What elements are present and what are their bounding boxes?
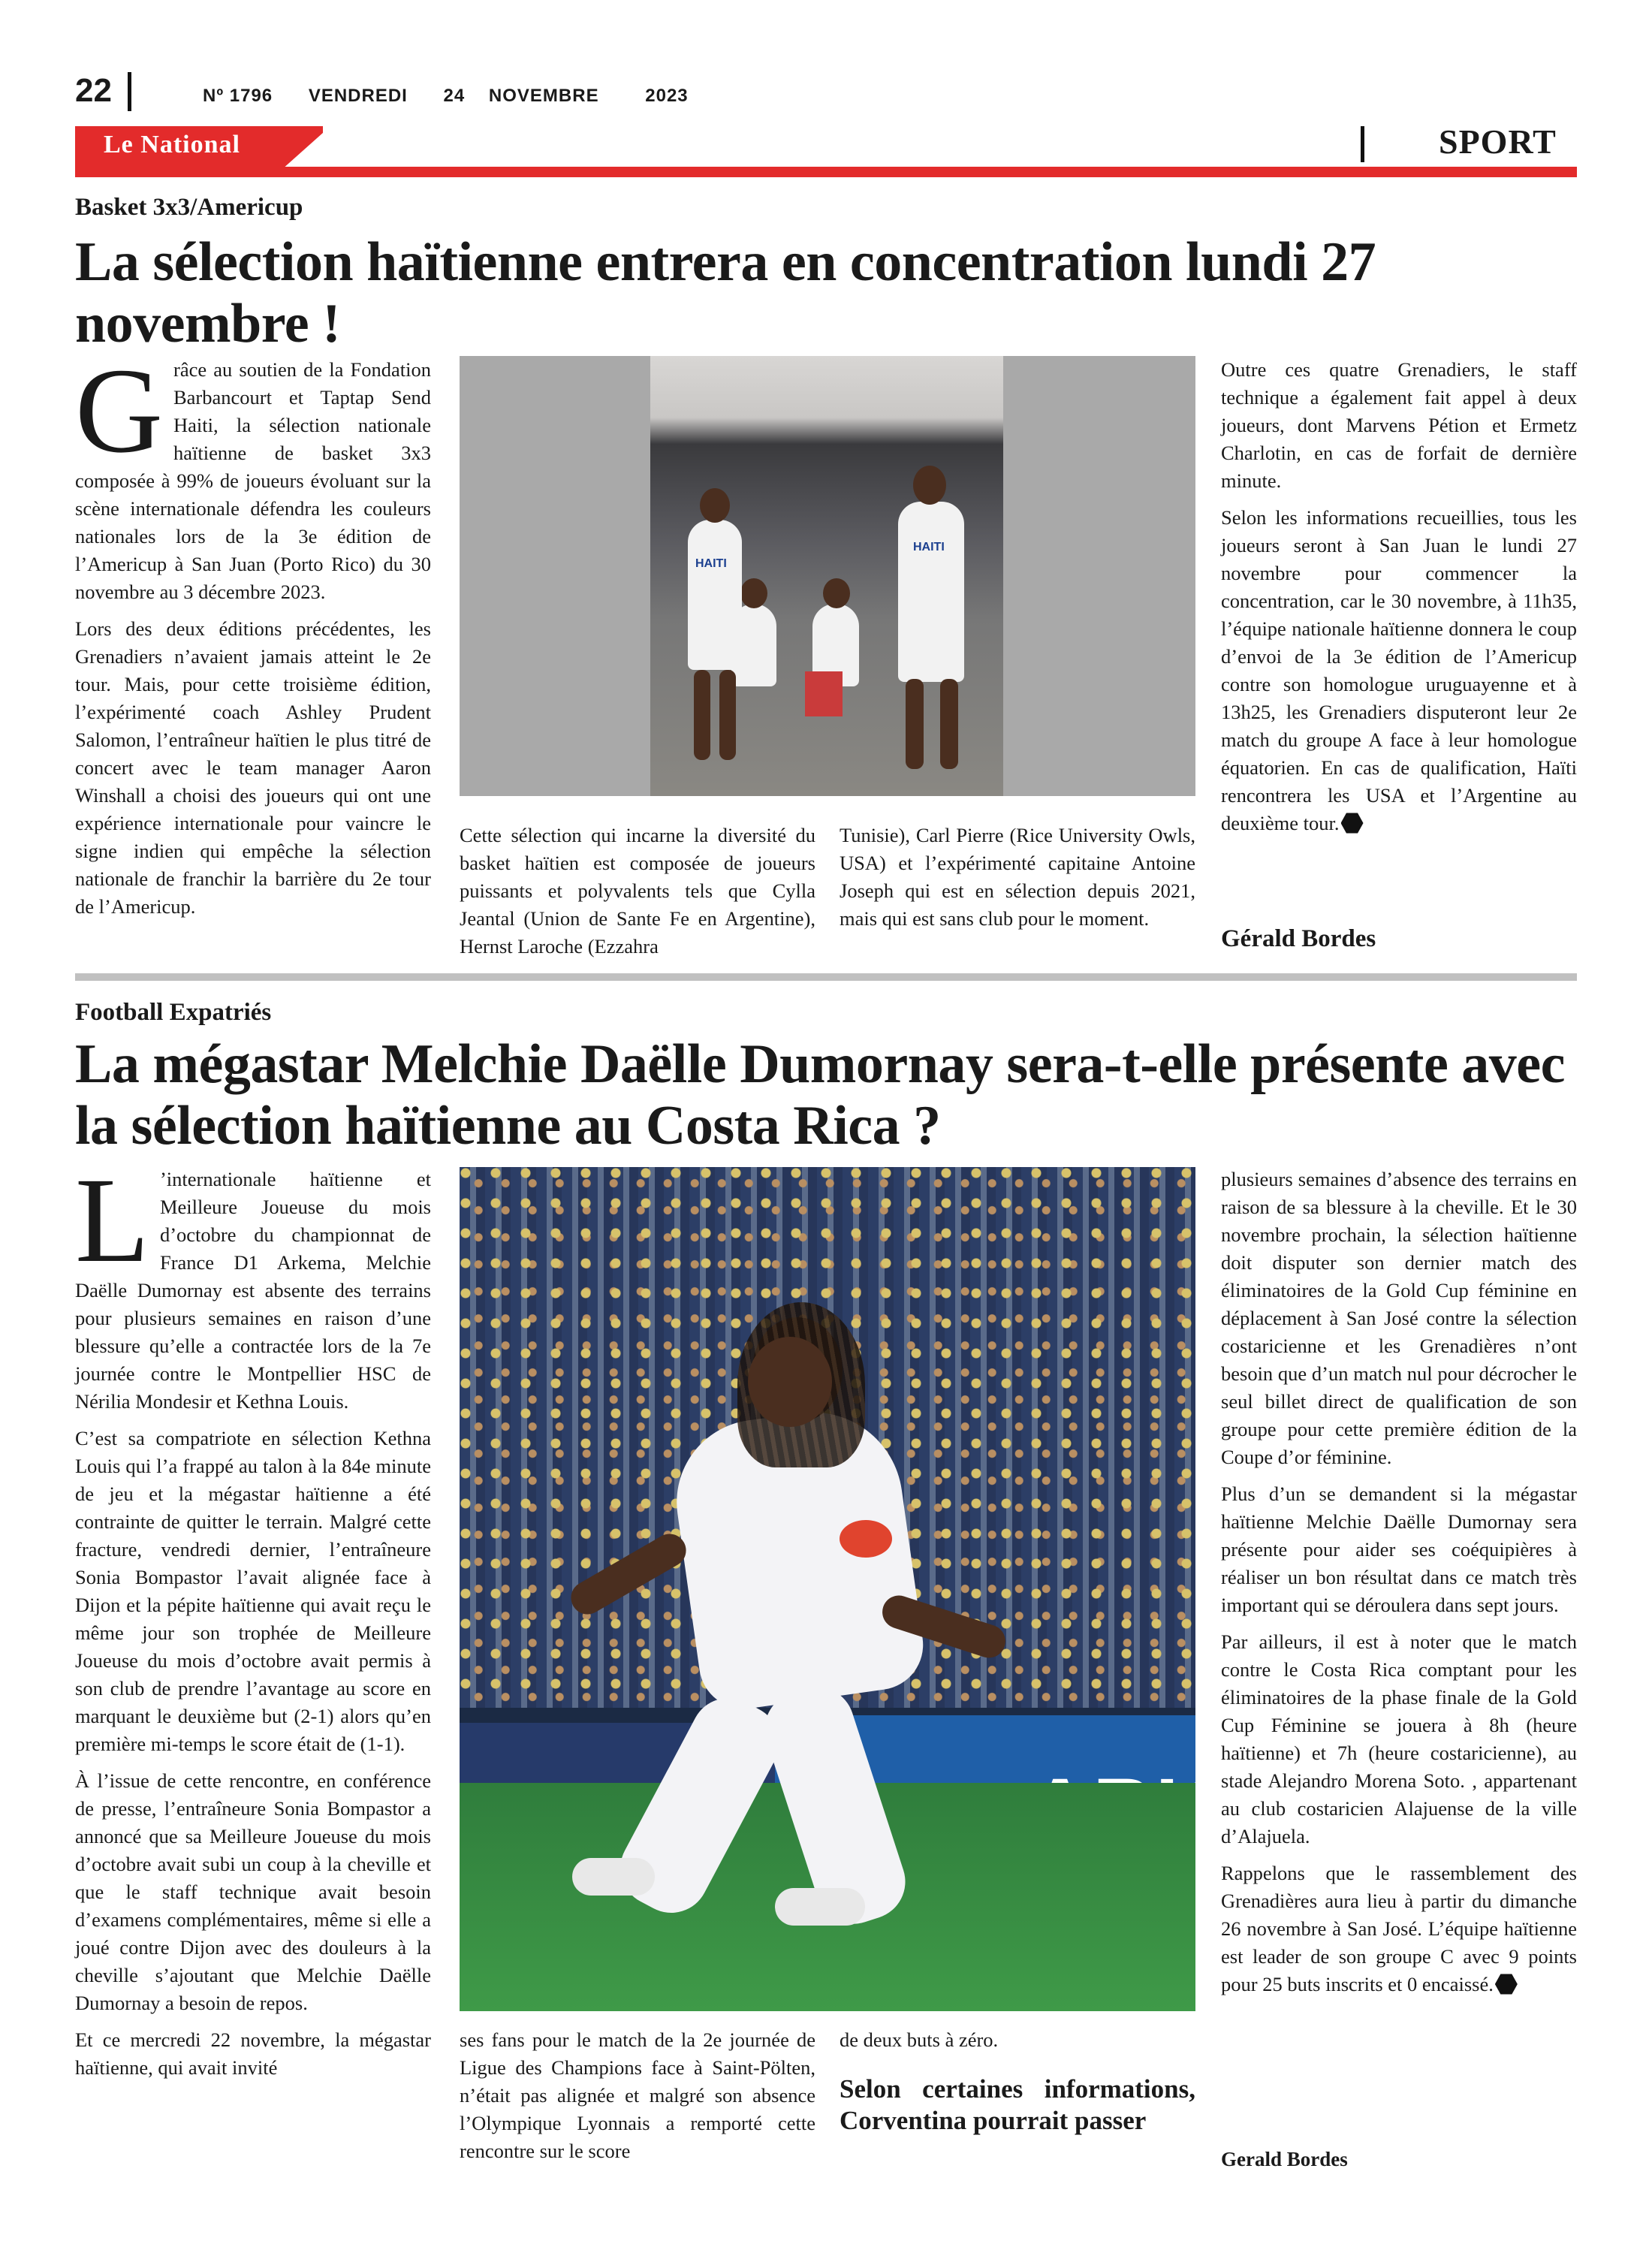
article2-col1-p1: ’internationale haïtienne et Meilleure Joueuse du mois d’octobre du championnat de France D1 Arkema, Melchie Daëlle Dumornay est absente des terrains pour plusieurs semaines en raison d’une blessure qu’elle a contractée lors de la 7e journée contre le Montpellier HSC de Nérilia Mondesir et Kethna Louis. bbox=[75, 1168, 431, 1413]
standing-player-right-leg-1 bbox=[906, 679, 924, 769]
article1-headline: La sélection haïtienne entrera en concentration lundi 27 novembre ! bbox=[75, 231, 1376, 354]
article1-col4-p1: Outre ces quatre Grenadiers, le staff technique a également fait appel à deux joueurs, dont Marvens Pétion et Ermetz Charlotin, en cas de forfait de dernière minute. bbox=[1221, 358, 1577, 492]
end-of-article-mark bbox=[1495, 1973, 1518, 1995]
standing-player-right bbox=[898, 502, 964, 682]
issue-line bbox=[203, 86, 719, 107]
section-name: SPORT bbox=[1439, 122, 1557, 161]
article1-col3-p1: Tunisie), Carl Pierre (Rice University Owls, USA) et l’expérimenté capitaine Antoine Joseph qui est en sélection depuis 2021, mais qui est sans club pour le moment. bbox=[840, 824, 1195, 930]
section-divider bbox=[1361, 126, 1364, 162]
article1-col2-p1: Cette sélection qui incarne la diversité du basket haïtien est composée de joueurs puissants et polyvalents tels que Cylla Jeantal (Union de Sante Fe en Argentine), Hernst Laroche (Ezzahra bbox=[460, 824, 815, 958]
end-of-article-mark bbox=[1341, 812, 1364, 834]
article2-subhead: Selon certaines informations, Corventina pourrait passer bbox=[840, 2074, 1195, 2135]
article2-column-3 bbox=[840, 2026, 1195, 2137]
article2-column-4 bbox=[1221, 1166, 1577, 2007]
issue-year: 2023 bbox=[645, 86, 689, 106]
article1-col1-p2: Lors des deux éditions précédentes, les Grenadiers n’avaient jamais atteint le 2e tour. Mais, pour cette troisième édition, l’expérimenté coach Ashley Prudent Salomon, l’entraîneur haïtien le plus titré de concert avec le team manager Aaron Winshall a choisi des joueurs qui ont une expérience internationale pour vaincre le signe indien qui empêche la sélection nationale de franchir la barrière du 2e tour de l’Americup. bbox=[75, 617, 431, 918]
jersey-sponsor-logo bbox=[840, 1520, 892, 1558]
article2-dropcap: L bbox=[75, 1154, 149, 1288]
page-number-divider bbox=[128, 72, 131, 111]
issue-weekday: VENDREDI bbox=[308, 86, 408, 106]
article2-kicker: Football Expatriés bbox=[75, 999, 272, 1026]
article1-kicker: Basket 3x3/Americup bbox=[75, 194, 303, 221]
header-rule bbox=[75, 167, 1577, 177]
issue-month: NOVEMBRE bbox=[488, 86, 599, 106]
standing-player-right-leg-2 bbox=[940, 679, 958, 769]
jersey-text-left: HAITI bbox=[695, 557, 727, 570]
article2-col4-p1: plusieurs semaines d’absence des terrains en raison de sa blessure à la cheville. Et le 30 novembre prochain, la sélection haïtienne doit disputer son dernier match des éliminatoires de la Gold Cup féminine en déplacement à San José contre la sélection costaricienne et les Grenadières n’ont besoin que d’un match nul pour décrocher le seul billet direct de qualification de son groupe pour cette première édition de la Coupe d’or féminine. bbox=[1221, 1168, 1577, 1468]
article2-headline: La mégastar Melchie Daëlle Dumornay sera-t-elle présente avec la sélection haïtienne au Costa Rica ? bbox=[75, 1033, 1565, 1157]
seated-player-1-head bbox=[740, 578, 767, 608]
standing-player-right-head bbox=[913, 466, 946, 505]
article1-dropcap: G bbox=[75, 344, 163, 478]
article2-col4-p2: Plus d’un se demandent si la mégastar haïtienne Melchie Daëlle Dumornay sera présente pour aider ses coéquipières à réaliser un bon résultat dans ce match très important qui se déroulera dans sept jours. bbox=[1221, 1482, 1577, 1616]
standing-player-left-head bbox=[700, 488, 730, 523]
page-number: 22 bbox=[75, 72, 112, 109]
photo-scene bbox=[650, 356, 1003, 796]
article-divider bbox=[75, 973, 1577, 981]
article2-col3-p1: de deux buts à zéro. bbox=[840, 2028, 999, 2051]
player-boot-right bbox=[775, 1888, 865, 1926]
article2-col4-p3: Par ailleurs, il est à noter que le match contre le Costa Rica comptant pour les éliminatoires de la phase finale de la Gold Cup Féminine se jouera à 8h (heure haïtienne) et 7h (heure costaricienne), au stade Alejandro Morena Soto. , appartenant au club costaricien Alajuense de la ville d’Alajuela. bbox=[1221, 1630, 1577, 1847]
article2-col2-p1: ses fans pour le match de la 2e journée de Ligue des Champions face à Saint-Pölten, n’était pas alignée et malgré son absence l’Olympique Lyonnais a remporté cette rencontre sur le score bbox=[460, 2028, 815, 2162]
article1-col4-p2: Selon les informations recueillies, tous les joueurs seront à San Juan le lundi 27 novembre pour commencer la concentration, car le 30 novembre, à 11h35, l’équipe nationale haïtienne donnera le coup d’envoi de la 3e édition de l’Americup contre son homologue uruguayenne et à 13h25, les Grenadiers disputeront leur 2e match du groupe A face à leur homologue équatorien. En cas de qualification, Haïti rencontrera les USA et l’Argentine au deuxième tour. bbox=[1221, 506, 1577, 834]
cooler-box bbox=[805, 671, 843, 716]
article2-col4-p4: Rappelons que le rassemblement des Grenadières aura lieu à partir du dimanche 26 novembre à San José. L’équipe haïtienne est leader de son groupe C avec 9 points pour 25 buts inscrits et 0 encaissé. bbox=[1221, 1862, 1577, 1995]
player-boot-left bbox=[572, 1858, 655, 1896]
standing-player-left bbox=[688, 520, 742, 670]
article2-col1-p2: C’est sa compatriote en sélection Kethna Louis qui l’a frappé au talon à la 84e minute de jeu et la mégastar haïtienne a été contrainte de quitter le terrain. Malgré cette fracture, vendredi dernier, l’entraîneure Sonia Bompastor l’avait alignée face à Dijon et la pépite haïtienne qui avait reçu le même jour son trophée de Meilleure Joueuse du mois d’octobre avait permis à son club de prendre l’avantage au score en marquant le deuxième but (2-1) alors qu’en première mi-temps le score était de (1-1). bbox=[75, 1427, 431, 1755]
standing-player-left-leg-2 bbox=[719, 670, 736, 760]
article2-byline: Gerald Bordes bbox=[1221, 2148, 1348, 2170]
article1-column-3 bbox=[840, 822, 1195, 942]
standing-player-left-leg-1 bbox=[694, 670, 710, 760]
article2-col1-p3: À l’issue de cette rencontre, en conférence de presse, l’entraîneure Sonia Bompastor a annoncé que sa Meilleure Joueuse du mois d’octobre avait subi un coup à la cheville et que le staff technique avait besoin d’examens complémentaires, même si elle a joué contre Dijon avec des douleurs à la cheville s’ajoutant que Melchie Daëlle Dumornay a besoin de repos. bbox=[75, 1769, 431, 2014]
article2-column-1 bbox=[75, 1154, 431, 2091]
article1-column-2 bbox=[460, 822, 815, 970]
article2-column-2 bbox=[460, 2026, 815, 2174]
article1-byline: Gérald Bordes bbox=[1221, 925, 1376, 952]
article1-photo-basketball-team bbox=[460, 356, 1195, 796]
player-face bbox=[748, 1337, 832, 1427]
article1-column-1 bbox=[75, 344, 431, 930]
article2-photo-football-player bbox=[460, 1167, 1195, 2011]
masthead-title: Le National bbox=[104, 131, 240, 158]
jersey-text-right: HAITI bbox=[913, 541, 945, 553]
seated-player-2-head bbox=[823, 578, 850, 608]
article2-col1-p4: Et ce mercredi 22 novembre, la mégastar haïtienne, qui avait invité bbox=[75, 2028, 431, 2079]
article1-column-4 bbox=[1221, 356, 1577, 846]
issue-number: Nº 1796 bbox=[203, 86, 273, 106]
issue-day: 24 bbox=[443, 86, 466, 106]
article1-col1-p1: râce au soutien de la Fondation Barbancourt et Taptap Send Haiti, la sélection nationale haïtienne de basket 3x3 composée à 99% de joueurs évoluant sur la scène internationale défendra les couleurs nationales lors de la 3e édition de l’Americup à San Juan (Porto Rico) du 30 novembre au 3 décembre 2023. bbox=[75, 358, 431, 603]
